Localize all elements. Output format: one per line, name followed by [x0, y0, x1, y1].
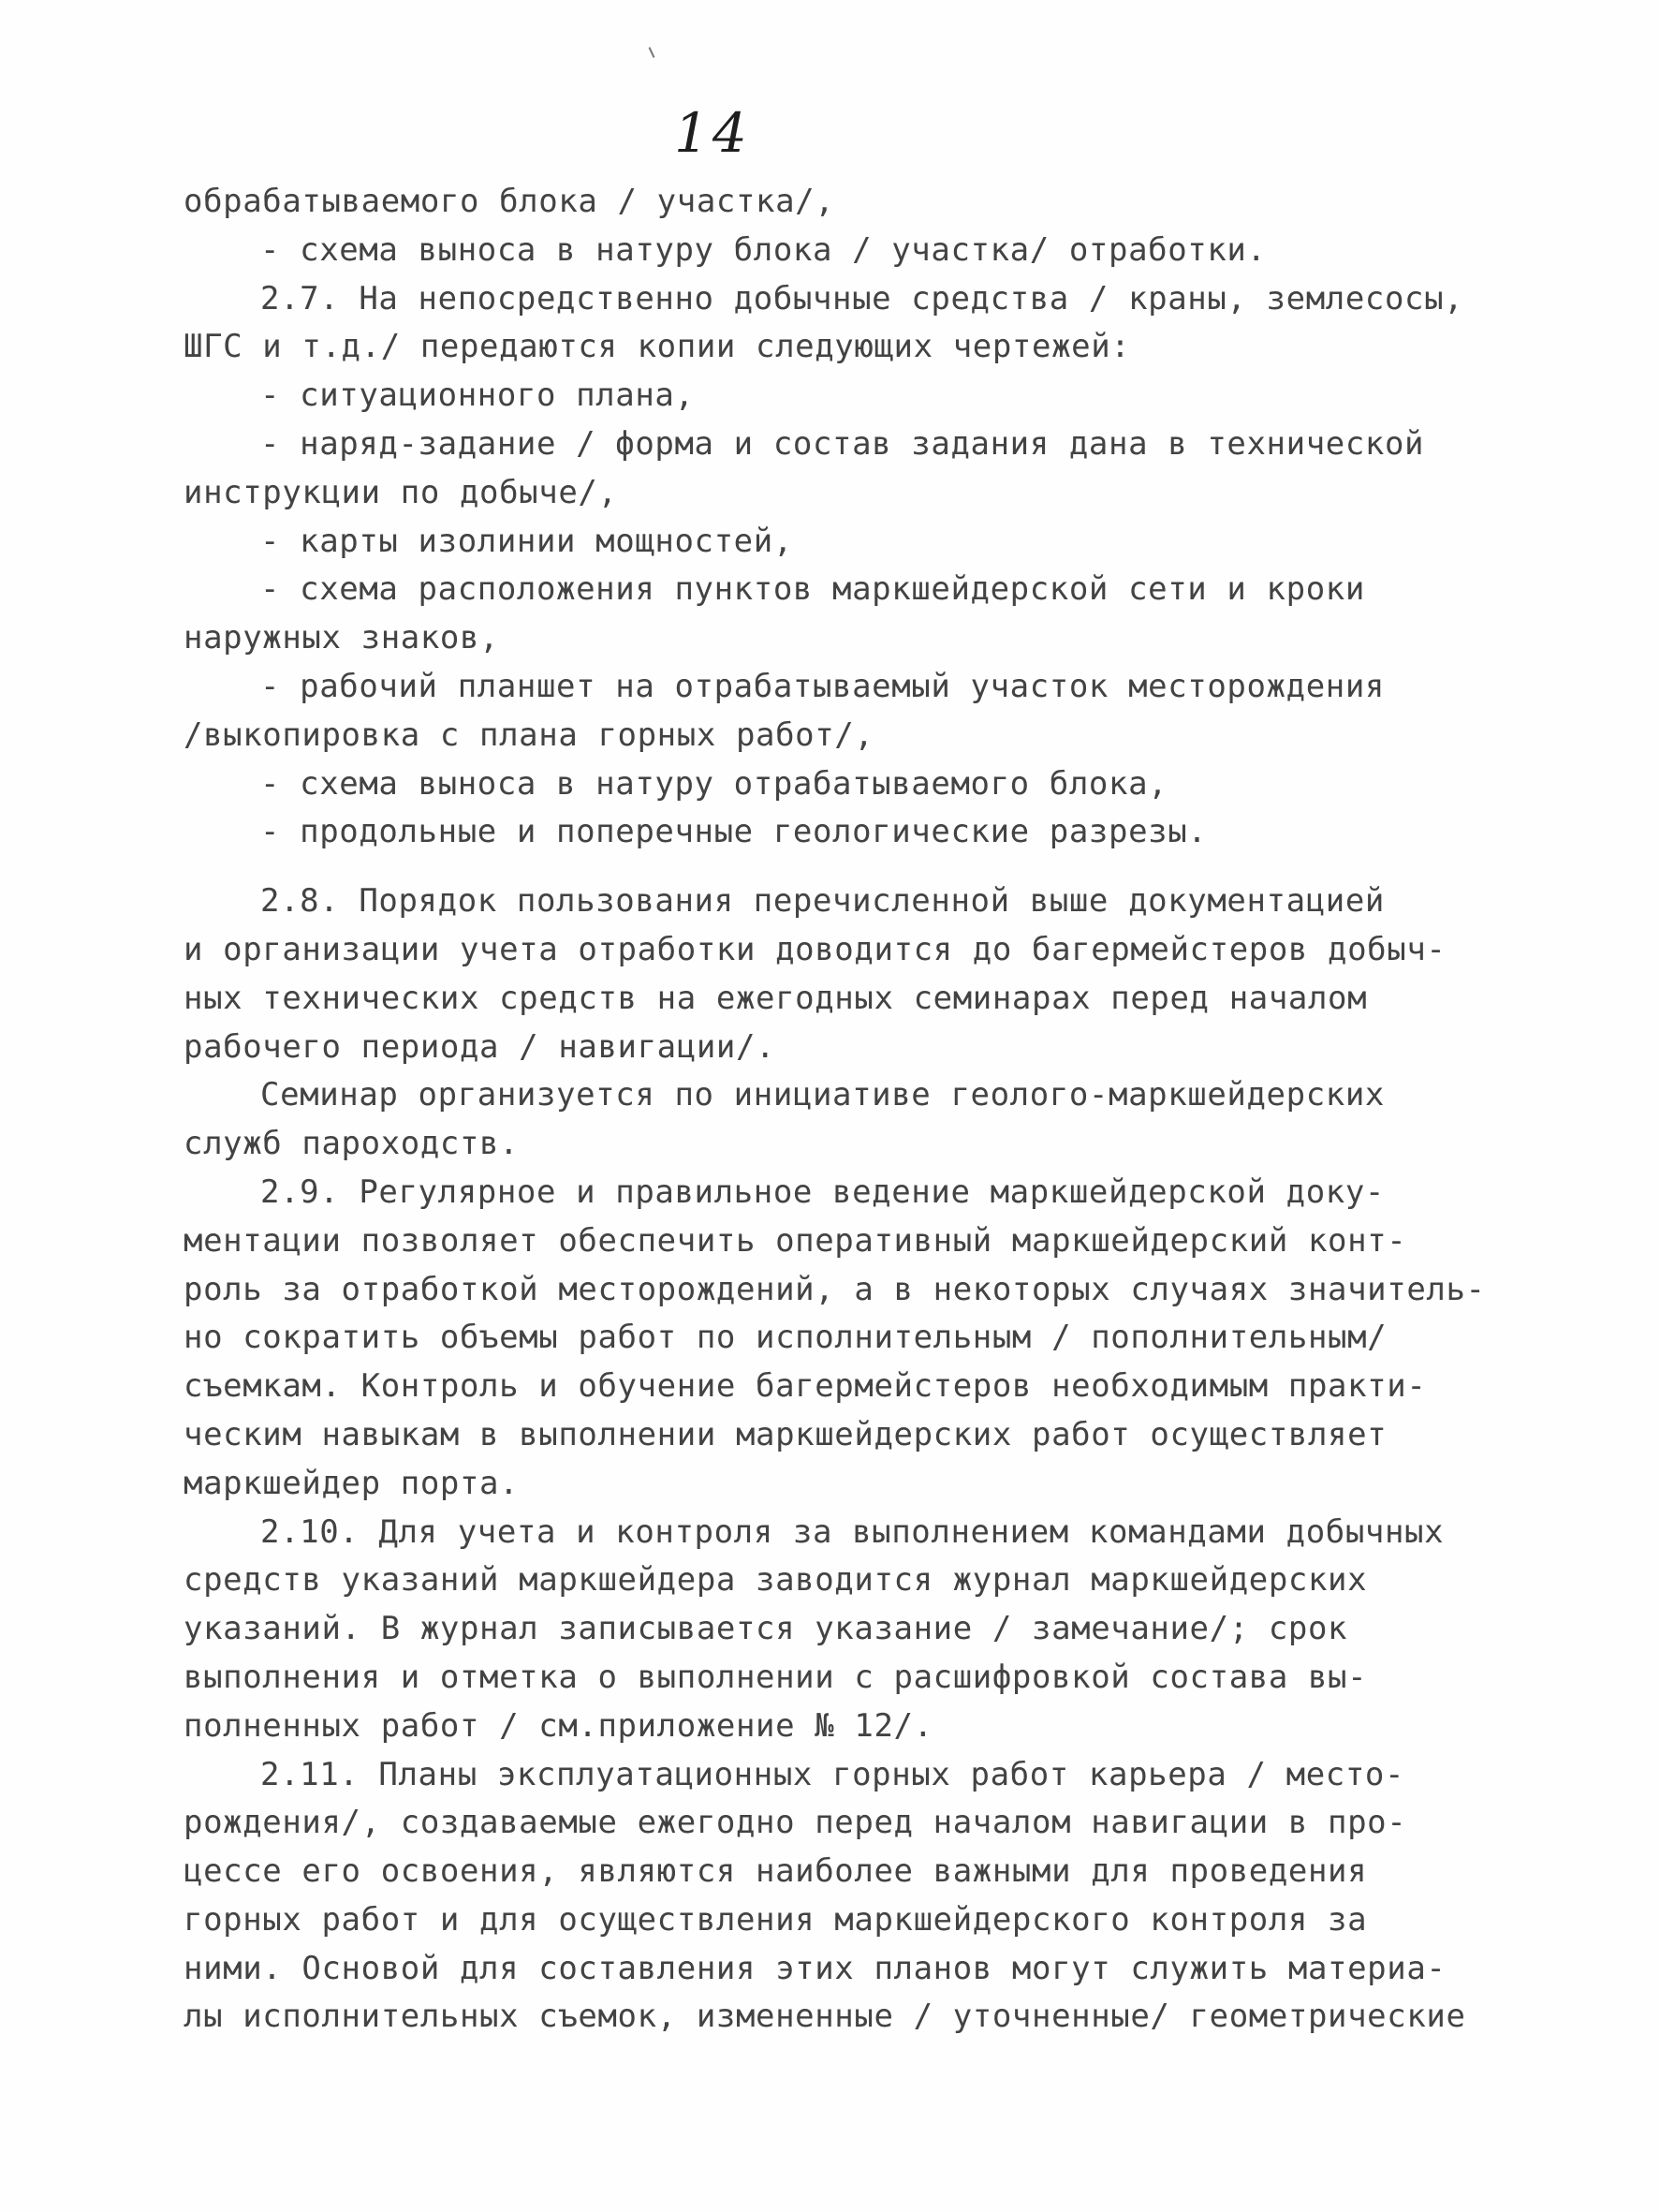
text-line: наружных знаков,	[184, 619, 500, 657]
text-line: - продольные и поперечные геологические разрезы.	[260, 813, 1208, 851]
paragraph-gap	[184, 857, 1494, 877]
text-line: но сократить объемы работ по исполнительным / пополнительным/	[184, 1319, 1388, 1357]
text-line: ментации позволяет обеспечить оперативный маркшейдерский конт-	[184, 1221, 1407, 1260]
text-line: роль за отработкой месторождений, а в некоторых случаях значитель-	[184, 1270, 1486, 1308]
text-line: - схема выноса в натуру блока / участка/ отработки.	[260, 230, 1267, 269]
body-text	[184, 178, 1494, 2042]
text-line: инструкции по добыче/,	[184, 473, 618, 511]
text-line: выполнения и отметка о выполнении с расшифровкой состава вы-	[184, 1658, 1368, 1696]
text-line: Семинар организуется по инициативе геолого-маркшейдерских	[260, 1076, 1385, 1114]
text-line: 2.9. Регулярное и правильное ведение маркшейдерской доку-	[260, 1172, 1385, 1211]
text-line: 2.7. На непосредственно добычные средства / краны, землесосы,	[260, 279, 1464, 317]
text-line: рабочего периода / навигации/.	[184, 1027, 776, 1066]
text-line: съемкам. Контроль и обучение багермейстеров необходимым практи-	[184, 1367, 1427, 1406]
text-line: ШГС и т.д./ передаются копии следующих чертежей:	[184, 328, 1131, 366]
text-line: ных технических средств на ежегодных семинарах перед началом	[184, 979, 1368, 1017]
text-line: ческим навыкам в выполнении маркшейдерских работ осуществляет	[184, 1415, 1388, 1453]
text-line: служб пароходств.	[184, 1125, 520, 1163]
text-line: - схема выноса в натуру отрабатываемого блока,	[260, 764, 1168, 803]
text-line: - рабочий планшет на отрабатываемый участок месторождения	[260, 667, 1385, 705]
text-line: лы исполнительных съемок, измененные / уточненные/ геометрические	[184, 1998, 1466, 2036]
text-line: маркшейдер порта.	[184, 1464, 520, 1502]
text-line: ними. Основой для составления этих планов могут служить материа-	[184, 1949, 1447, 1987]
scan-mark	[649, 47, 655, 58]
text-line: обрабатываемого блока / участка/,	[184, 183, 835, 220]
text-line: указаний. В журнал записывается указание / замечание/; срок	[184, 1610, 1348, 1648]
text-line: средств указаний маркшейдера заводится журнал маркшейдерских	[184, 1561, 1368, 1600]
text-line: 2.11. Планы эксплуатационных горных работ карьера / место-	[260, 1755, 1405, 1793]
text-line: /выкопировка с плана горных работ/,	[184, 715, 874, 754]
text-line: - схема расположения пунктов маркшейдерской сети и кроки	[260, 570, 1365, 609]
text-line: горных работ и для осуществления маркшейдерского контроля за	[184, 1900, 1368, 1939]
text-line: и организации учета отработки доводится до багермейстеров добыч-	[184, 930, 1447, 968]
text-line: - карты изолинии мощностей,	[260, 522, 793, 560]
text-line: - ситуационного плана,	[260, 376, 695, 415]
text-line: рождения/, создаваемые ежегодно перед началом навигации в про-	[184, 1804, 1407, 1842]
page-number: 14	[674, 101, 751, 165]
text-line: - наряд-задание / форма и состав задания дана в технической	[260, 424, 1425, 463]
text-line: полненных работ / см.приложение № 12/.	[184, 1706, 933, 1745]
text-line: цессе его освоения, являются наиболее важными для проведения	[184, 1852, 1368, 1891]
text-line: 2.10. Для учета и контроля за выполнением командами добычных	[260, 1512, 1445, 1551]
text-line: 2.8. Порядок пользования перечисленной выше документацией	[260, 882, 1385, 921]
